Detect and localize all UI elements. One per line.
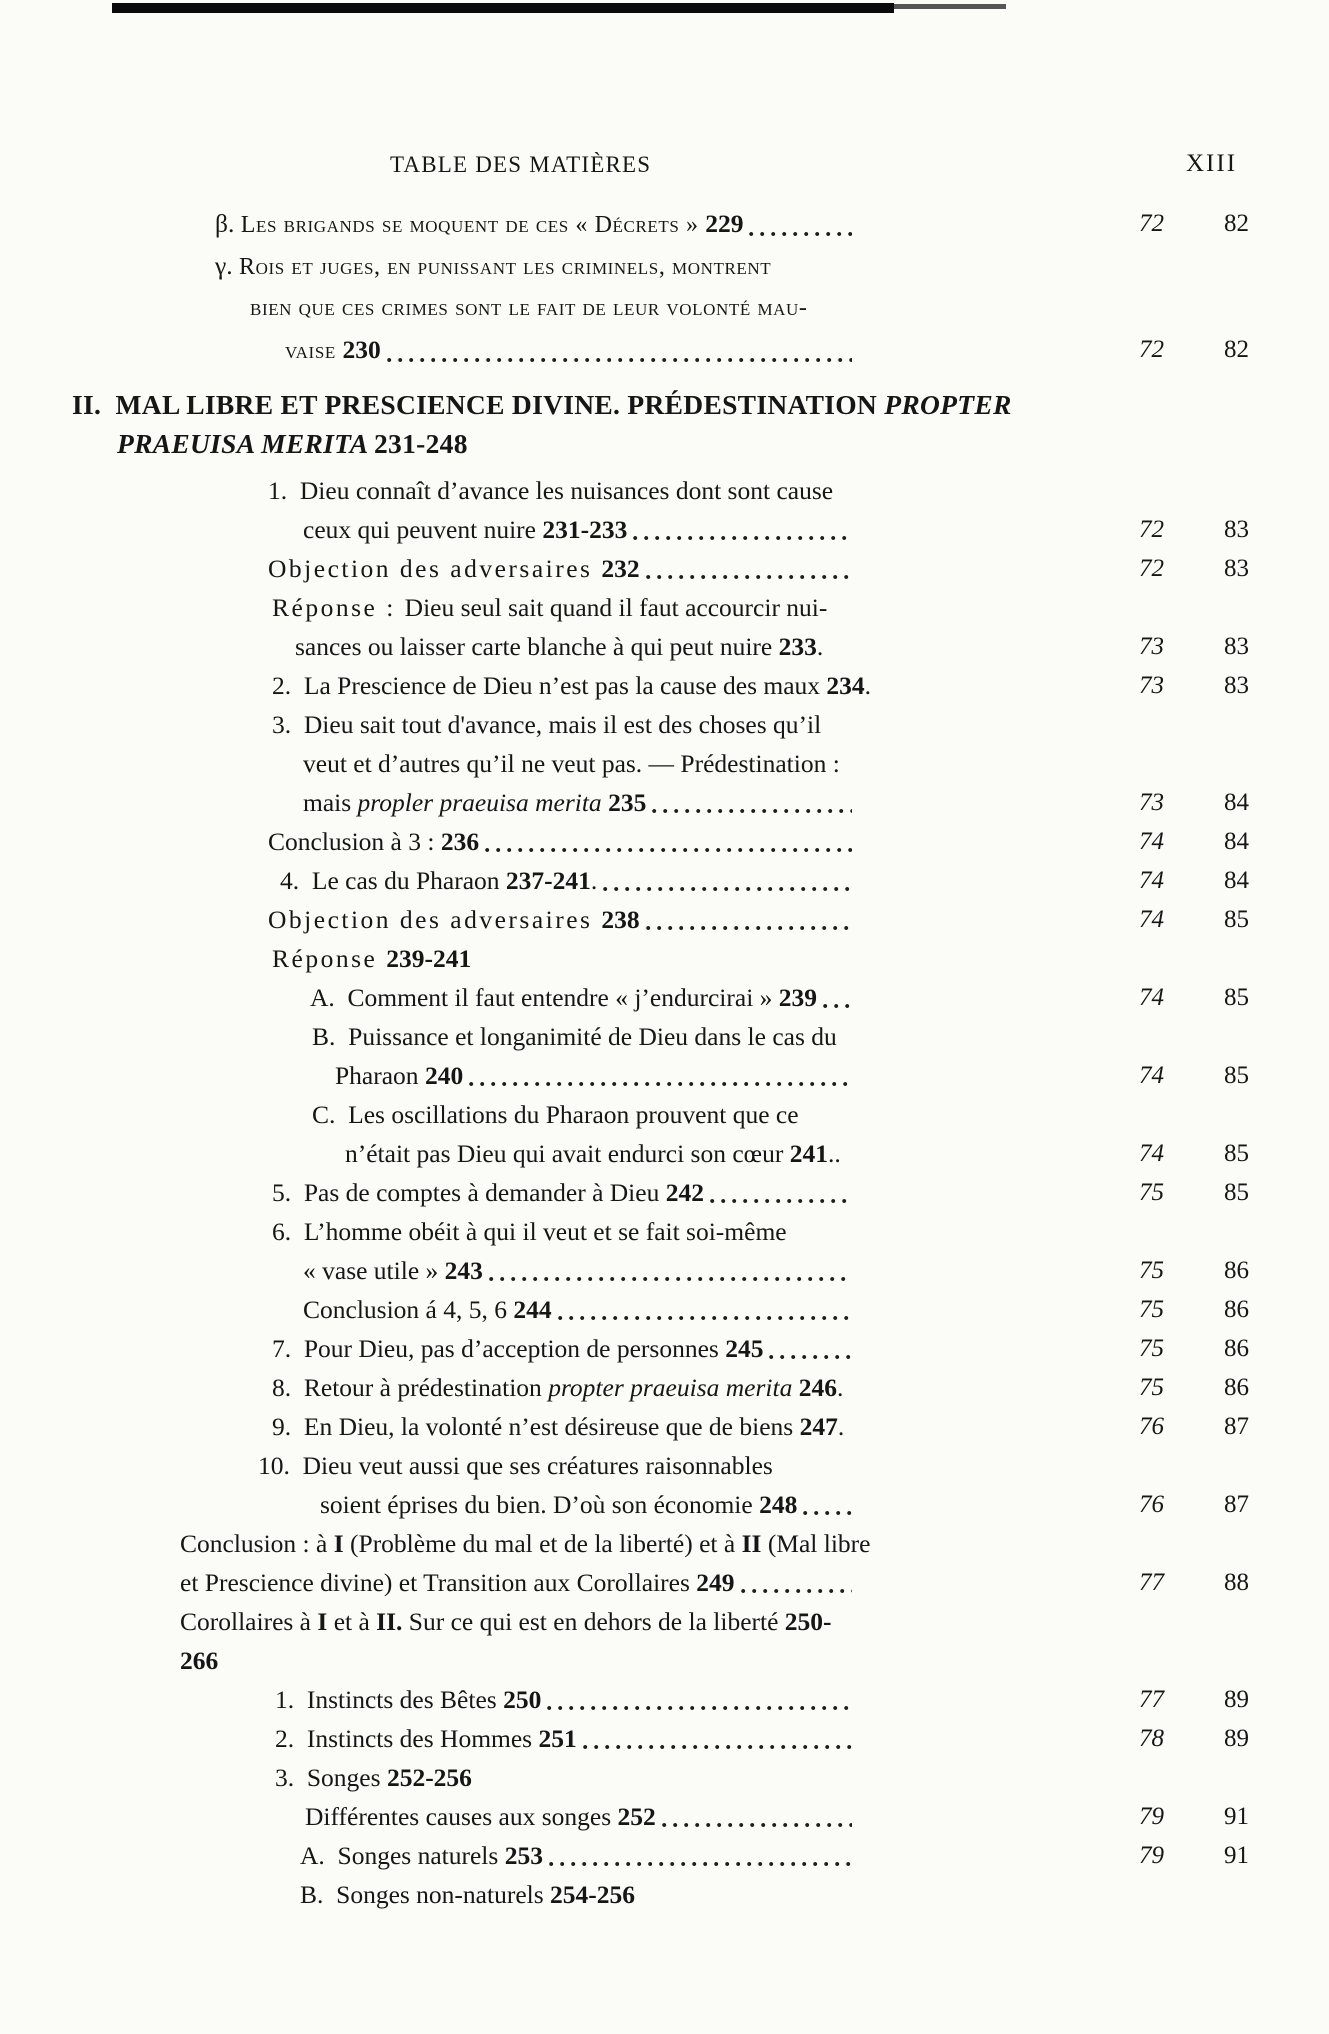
toc-text-segment: Conclusion à 3 : (268, 827, 441, 856)
toc-entry-text (180, 1524, 1109, 1563)
page-ref-column-1 (1109, 471, 1194, 510)
page-ref-column-2 (1194, 424, 1279, 463)
toc-text-segment: bien que ces crimes sont le fait de leur volonté mau- (250, 295, 808, 321)
toc-text-segment: Conclusion : à (180, 1529, 334, 1558)
page-ref-column-1: 72 (1139, 336, 1164, 363)
toc-text-segment: 246 (798, 1373, 837, 1402)
toc-entry-text (275, 1680, 1109, 1719)
toc-row (0, 1719, 1329, 1758)
page-ref-column-1: 74 (1139, 1140, 1164, 1167)
toc-row (0, 1134, 1329, 1173)
toc-text-segment: soient éprises du bien. D’où son économie (320, 1490, 760, 1519)
toc-text-segment: 240 (424, 1061, 464, 1090)
page-ref-column-1: 79 (1139, 1803, 1164, 1830)
toc-text-segment: 253 (504, 1841, 543, 1870)
page-ref-column-2: 88 (1224, 1569, 1249, 1596)
toc-row (0, 1524, 1329, 1563)
toc-entry-text (310, 978, 1109, 1017)
toc-text-segment: II. (376, 1607, 403, 1636)
toc-text-segment: 4. Le cas du Pharaon (280, 866, 506, 895)
toc-entry-text (303, 744, 1109, 783)
page-ref-column-1: 73 (1139, 789, 1164, 816)
page-ref-column-1: 74 (1139, 828, 1164, 855)
toc-entry-text (72, 385, 1109, 424)
toc-entry-text (312, 1017, 1109, 1056)
page-ref-column-2: 82 (1224, 210, 1249, 237)
page-ref-column-1: 75 (1139, 1374, 1164, 1401)
toc-entry-text (268, 822, 1109, 861)
toc-row (0, 1173, 1329, 1212)
page-ref-column-2 (1194, 1524, 1279, 1563)
toc-row (0, 203, 1329, 245)
dot-leader (646, 574, 852, 580)
toc-text-segment: 230 (342, 335, 381, 364)
toc-row (0, 329, 1329, 371)
toc-entry-text (272, 705, 1109, 744)
toc-text-segment: 239-241 (386, 944, 472, 973)
page-ref-column-2: 85 (1224, 1140, 1249, 1167)
toc-text-segment: II (741, 1529, 762, 1558)
page-ref-column-1 (1109, 1446, 1194, 1485)
toc-entry-text (268, 549, 1109, 588)
toc-entry-text (215, 245, 1109, 287)
page-ref-column-1: 74 (1139, 1062, 1164, 1089)
toc-row (0, 627, 1329, 666)
toc-entry-text (345, 1134, 1109, 1173)
page-ref-column-2 (1194, 1212, 1279, 1251)
page-header (0, 152, 1329, 192)
toc-row (0, 1875, 1329, 1914)
page-ref-column-2: 86 (1224, 1374, 1249, 1401)
dot-leader (558, 1315, 852, 1321)
toc-text-segment: vaise (285, 338, 343, 364)
toc-text-segment: Sur ce qui est en dehors de la liberté (402, 1607, 785, 1636)
page-ref-column-2: 91 (1224, 1803, 1249, 1830)
page-ref-column-2 (1194, 1875, 1279, 1914)
page-ref-column-1 (1109, 588, 1194, 627)
page-ref-column-1: 72 (1139, 555, 1164, 582)
toc-row (0, 1563, 1329, 1602)
toc-text-segment: 231-233 (542, 515, 628, 544)
toc-text-segment: veut et d’autres qu’il ne veut pas. — Prédestination : (303, 749, 840, 778)
dot-leader (633, 535, 852, 541)
page-ref-column-1 (1109, 245, 1194, 287)
page-ref-column-2: 87 (1224, 1413, 1249, 1440)
dot-leader (489, 1276, 852, 1282)
toc-row (0, 822, 1329, 861)
toc-text-segment: et à (327, 1607, 377, 1636)
toc-text-segment: Réponse (272, 944, 387, 973)
page-ref-column-1: 77 (1139, 1686, 1164, 1713)
toc-row (0, 245, 1329, 287)
page-ref-column-2 (1194, 1446, 1279, 1485)
toc-text-segment: 243 (444, 1256, 483, 1285)
dot-leader (469, 1081, 852, 1087)
toc-entry-text (180, 1563, 1109, 1602)
toc-text-segment: sances ou laisser carte blanche à qui peut nuire (295, 632, 779, 661)
toc-text-segment: ceux qui peuvent nuire (303, 515, 543, 544)
toc-text-segment: Objection des adversaires (268, 554, 602, 583)
toc-text-segment: propter praeuisa merita (548, 1373, 799, 1402)
page-ref-column-1 (1109, 744, 1194, 783)
page-ref-column-2: 87 (1224, 1491, 1249, 1518)
toc-text-segment: 233 (778, 632, 817, 661)
page-ref-column-2: 85 (1224, 984, 1249, 1011)
dot-leader (823, 1003, 852, 1009)
toc-text-segment: 3. Songes (275, 1763, 387, 1792)
page-ref-column-1 (1109, 939, 1194, 978)
page-ref-column-1: 72 (1139, 516, 1164, 543)
toc-text-segment: (Mal libre (761, 1529, 871, 1558)
toc-row (0, 1680, 1329, 1719)
page-ref-column-1: 79 (1139, 1842, 1164, 1869)
toc-entry-text (272, 939, 1109, 978)
toc-row (0, 510, 1329, 549)
toc-entry-text (303, 510, 1109, 549)
toc-text-segment: 229 (705, 209, 744, 238)
toc-text-segment: Dieu seul sait quand il faut accourcir nui- (404, 593, 828, 622)
toc-row (0, 1095, 1329, 1134)
toc-text-segment: 2. La Prescience de Dieu n’est pas la cause des maux (272, 671, 827, 700)
toc-text-segment: Les brigands se moquent de ces « Décrets » (240, 212, 706, 238)
toc-text-segment: Objection des adversaires (268, 905, 602, 934)
page-ref-column-2 (1194, 705, 1279, 744)
page-ref-column-1 (1109, 1017, 1194, 1056)
toc-row (0, 1329, 1329, 1368)
toc-entry-text (275, 1719, 1109, 1758)
dot-leader (603, 886, 852, 892)
page-ref-column-2 (1194, 471, 1279, 510)
page-ref-column-2: 85 (1224, 906, 1249, 933)
toc-row (0, 978, 1329, 1017)
page-ref-column-2: 89 (1224, 1686, 1249, 1713)
toc-entry-text (268, 900, 1109, 939)
toc-text-segment: 7. Pour Dieu, pas d’acception de personnes (272, 1334, 726, 1363)
page-ref-column-1 (1109, 424, 1194, 463)
page-ref-column-2: 86 (1224, 1296, 1249, 1323)
toc-text-segment: I (317, 1607, 328, 1636)
toc-entry-text (272, 666, 1109, 705)
page-ref-column-1 (1109, 1212, 1194, 1251)
toc-text-segment: 236 (440, 827, 480, 856)
toc-text-segment: 244 (513, 1295, 552, 1324)
folio-number: XIII (1186, 150, 1238, 177)
toc-text-segment: 249 (696, 1568, 735, 1597)
toc-entry-text (275, 1758, 1109, 1797)
toc-row (0, 1212, 1329, 1251)
page-ref-column-2: 82 (1224, 336, 1249, 363)
toc-row (0, 783, 1329, 822)
toc-text-segment: 252 (617, 1802, 656, 1831)
page-ref-column-1 (1109, 1602, 1194, 1641)
dot-leader (662, 1822, 852, 1828)
page-ref-column-1 (1109, 1095, 1194, 1134)
scan-top-rule-dark (112, 3, 894, 13)
page-ref-column-1 (1109, 1641, 1194, 1680)
toc-text-segment: 248 (759, 1490, 798, 1519)
dot-leader (646, 925, 852, 931)
page-ref-column-2 (1194, 287, 1279, 329)
toc-text-segment: II. (72, 389, 116, 420)
page-ref-column-1: 72 (1139, 210, 1164, 237)
toc-entry-text (312, 1095, 1109, 1134)
toc-text-segment: 238 (601, 905, 640, 934)
toc-text-segment: Réponse : (272, 593, 405, 622)
toc-text-segment: . (836, 1373, 844, 1402)
toc-text-segment: 2. Instincts des Hommes (275, 1724, 539, 1753)
toc-text-segment: « vase utile » (303, 1256, 445, 1285)
dot-leader (710, 1198, 852, 1204)
page-ref-column-1 (1109, 1758, 1194, 1797)
page-ref-column-1: 77 (1139, 1569, 1164, 1596)
toc-text-segment: β. (215, 209, 241, 238)
toc-text-segment: .. (827, 1139, 841, 1168)
toc-row (0, 900, 1329, 939)
toc-text-segment: 9. En Dieu, la volonté n’est désireuse que de biens (272, 1412, 800, 1441)
toc-text-segment: . (816, 632, 824, 661)
toc-entry-text (335, 1056, 1109, 1095)
toc-entry-text (180, 1602, 1109, 1641)
toc-text-segment: . (590, 866, 598, 895)
toc-text-segment: 266 (180, 1646, 219, 1675)
toc-text-segment: 252-256 (386, 1763, 472, 1792)
scan-top-rule-light (894, 4, 1006, 9)
toc-row (0, 1056, 1329, 1095)
toc-text-segment: 254-256 (550, 1880, 636, 1909)
toc-entry-text (272, 588, 1109, 627)
toc-row (0, 549, 1329, 588)
toc-text-segment: 1. Dieu connaît d’avance les nuisances dont sont cause (268, 476, 834, 505)
toc-text-segment: 5. Pas de comptes à demander à Dieu (272, 1178, 666, 1207)
toc-entry-text (300, 1875, 1109, 1914)
dot-leader (769, 1354, 852, 1360)
toc-text-segment: PRAEUISA MERITA (117, 428, 374, 459)
dot-leader (547, 1705, 852, 1711)
toc-row (0, 666, 1329, 705)
page-ref-column-2: 84 (1224, 789, 1249, 816)
dot-leader (485, 847, 852, 853)
page-ref-column-1: 74 (1139, 984, 1164, 1011)
toc-text-segment: A. Songes naturels (300, 1841, 505, 1870)
page-ref-column-2: 83 (1224, 672, 1249, 699)
page-ref-column-1: 74 (1139, 867, 1164, 894)
page-ref-column-2 (1194, 245, 1279, 287)
toc-text-segment: PROPTER (884, 389, 1012, 420)
toc-row (0, 588, 1329, 627)
toc-entry-text (303, 1251, 1109, 1290)
toc-entry-text (268, 471, 1109, 510)
toc-text-segment: 8. Retour à prédestination (272, 1373, 549, 1402)
toc-text-segment: 242 (665, 1178, 704, 1207)
toc-entry-text (117, 424, 1109, 463)
page-ref-column-2: 83 (1224, 555, 1249, 582)
toc-row (0, 1602, 1329, 1641)
toc-text-segment: . (837, 1412, 845, 1441)
dot-leader (652, 808, 852, 814)
toc-entry-text (272, 1212, 1109, 1251)
toc-entry-text (295, 627, 1109, 666)
toc-row (0, 705, 1329, 744)
toc-entry-text (303, 1290, 1109, 1329)
toc-entry-text (258, 1446, 1109, 1485)
dot-leader (387, 357, 852, 363)
page-ref-column-1 (1109, 705, 1194, 744)
toc-rows (0, 203, 1329, 1914)
toc-row (0, 1446, 1329, 1485)
toc-text-segment: MAL LIBRE ET PRESCIENCE DIVINE. PRÉDESTINATION (115, 389, 885, 420)
toc-text-segment: et Prescience divine) et Transition aux Corollaires (180, 1568, 697, 1597)
page-ref-column-2: 86 (1224, 1257, 1249, 1284)
toc-text-segment: 250- (784, 1607, 832, 1636)
toc-text-segment: 3. Dieu sait tout d'avance, mais il est des choses qu’il (272, 710, 822, 739)
toc-entry-text (272, 1329, 1109, 1368)
page-ref-column-2: 85 (1224, 1062, 1249, 1089)
toc-text-segment: A. Comment il faut entendre « j’endurcirai » (310, 983, 779, 1012)
toc-text-segment: I (333, 1529, 344, 1558)
toc-entry-text (272, 1173, 1109, 1212)
toc-text-segment: 6. L’homme obéit à qui il veut et se fait soi-même (272, 1217, 787, 1246)
page-ref-column-2 (1194, 385, 1279, 424)
toc-text-segment: 232 (601, 554, 640, 583)
toc-text-segment: 239 (778, 983, 818, 1012)
page-ref-column-1: 76 (1139, 1413, 1164, 1440)
page-title: TABLE DES MATIÈRES (390, 152, 652, 177)
toc-row (0, 744, 1329, 783)
page-ref-column-2: 84 (1224, 828, 1249, 855)
page-ref-column-2: 83 (1224, 516, 1249, 543)
toc-text-segment: 1. Instincts des Bêtes (275, 1685, 504, 1714)
page-ref-column-1: 76 (1139, 1491, 1164, 1518)
page-ref-column-2 (1194, 1641, 1279, 1680)
toc-text-segment: 241 (789, 1139, 828, 1168)
page-ref-column-2 (1194, 1095, 1279, 1134)
toc-entry-text (300, 1836, 1109, 1875)
toc-text-segment: Corollaires à (180, 1607, 318, 1636)
toc-text-segment: 234 (826, 671, 865, 700)
toc-row (0, 424, 1329, 463)
page-ref-column-2: 85 (1224, 1179, 1249, 1206)
toc-row (0, 471, 1329, 510)
toc-entry-text (280, 861, 1109, 900)
page-ref-column-1: 74 (1139, 906, 1164, 933)
toc-row (0, 939, 1329, 978)
page-ref-column-2: 89 (1224, 1725, 1249, 1752)
toc-entry-text (320, 1485, 1109, 1524)
toc-row (0, 1485, 1329, 1524)
page-ref-column-1: 75 (1139, 1296, 1164, 1323)
toc-row (0, 1836, 1329, 1875)
dot-leader (741, 1588, 852, 1594)
toc-row (0, 1017, 1329, 1056)
toc-text-segment: Pharaon (335, 1061, 425, 1090)
toc-text-segment: B. Puissance et longanimité de Dieu dans le cas du (312, 1022, 837, 1051)
toc-text-segment: 237-241 (505, 866, 591, 895)
page-ref-column-1 (1109, 385, 1194, 424)
toc-row (0, 1251, 1329, 1290)
toc-text-segment: propler praeuisa merita (357, 788, 609, 817)
toc-row (0, 861, 1329, 900)
toc-row (0, 1641, 1329, 1680)
toc-entry-text (215, 203, 1109, 245)
toc-text-segment: 10. Dieu veut aussi que ses créatures raisonnables (258, 1451, 773, 1480)
toc-text-segment: Rois et juges, en punissant les criminels, montrent (239, 254, 772, 280)
toc-text-segment: 245 (725, 1334, 764, 1363)
toc-row (0, 1368, 1329, 1407)
dot-leader (803, 1510, 852, 1516)
toc-row (0, 1407, 1329, 1446)
toc-entry-text (285, 329, 1109, 371)
toc-text-segment: 235 (608, 788, 647, 817)
toc-row (0, 1797, 1329, 1836)
page-ref-column-2 (1194, 939, 1279, 978)
toc-entry-text (250, 287, 1109, 329)
page-ref-column-2: 86 (1224, 1335, 1249, 1362)
page-ref-column-1: 78 (1139, 1725, 1164, 1752)
page-ref-column-1 (1109, 287, 1194, 329)
page-ref-column-2 (1194, 744, 1279, 783)
toc-text-segment: B. Songes non-naturels (300, 1880, 551, 1909)
page-ref-column-1: 73 (1139, 672, 1164, 699)
toc-row (0, 1290, 1329, 1329)
page-ref-column-2: 83 (1224, 633, 1249, 660)
dot-leader (583, 1744, 852, 1750)
page-ref-column-1 (1109, 1524, 1194, 1563)
page-ref-column-1: 75 (1139, 1257, 1164, 1284)
toc-text-segment: 251 (538, 1724, 577, 1753)
dot-leader (749, 231, 852, 237)
toc-row (0, 385, 1329, 424)
toc-row (0, 287, 1329, 329)
toc-text-segment: n’était pas Dieu qui avait endurci son cœur (345, 1139, 790, 1168)
page-ref-column-2 (1194, 1758, 1279, 1797)
toc-row (0, 1758, 1329, 1797)
toc-entry-text (272, 1368, 1109, 1407)
toc-text-segment: 231-248 (374, 428, 468, 459)
page-ref-column-2 (1194, 1017, 1279, 1056)
page-ref-column-2 (1194, 588, 1279, 627)
page-ref-column-2: 84 (1224, 867, 1249, 894)
toc-text-segment: 247 (799, 1412, 838, 1441)
page-ref-column-1 (1109, 1875, 1194, 1914)
page-ref-column-2 (1194, 1602, 1279, 1641)
toc-text-segment: (Problème du mal et de la liberté) et à (343, 1529, 742, 1558)
toc-text-segment: γ. (215, 251, 240, 280)
toc-entry-text (272, 1407, 1109, 1446)
toc-entry-text (305, 1797, 1109, 1836)
dot-leader (549, 1861, 852, 1867)
page-ref-column-1: 75 (1139, 1335, 1164, 1362)
toc-text-segment: Conclusion á 4, 5, 6 (303, 1295, 514, 1324)
toc-entry-text (303, 783, 1109, 822)
toc-text-segment: Différentes causes aux songes (305, 1802, 618, 1831)
page-ref-column-2: 91 (1224, 1842, 1249, 1869)
toc-text-segment: mais (303, 788, 358, 817)
toc-entry-text (180, 1641, 1109, 1680)
toc-text-segment: C. Les oscillations du Pharaon prouvent que ce (312, 1100, 799, 1129)
toc-text-segment: 250 (503, 1685, 542, 1714)
page-ref-column-1: 75 (1139, 1179, 1164, 1206)
toc-text-segment: . (864, 671, 872, 700)
page-ref-column-1: 73 (1139, 633, 1164, 660)
